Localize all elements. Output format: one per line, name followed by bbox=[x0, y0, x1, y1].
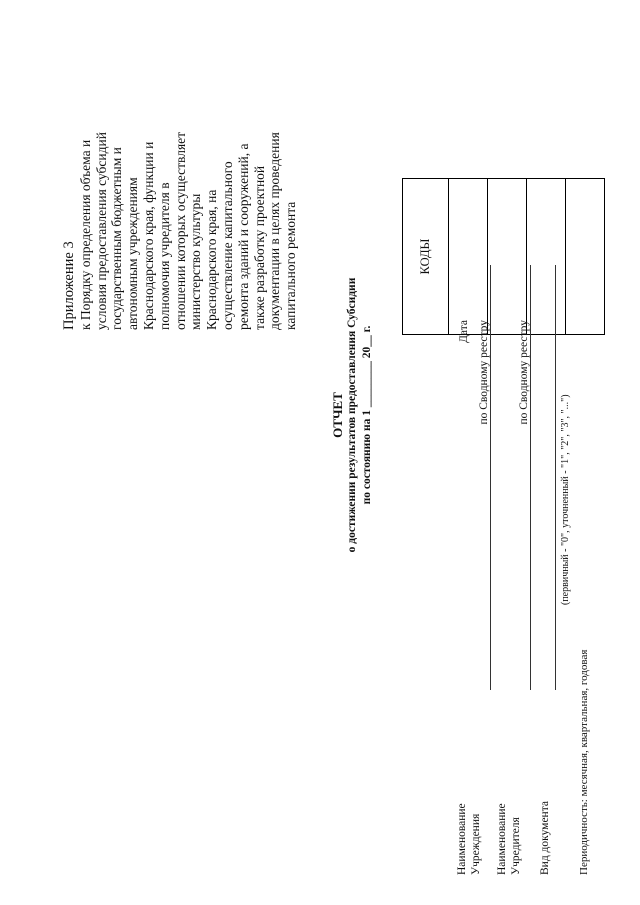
report-title bbox=[330, 205, 375, 625]
founder-label: Наименование Учредителя bbox=[496, 803, 522, 875]
codes-table bbox=[402, 178, 605, 335]
appendix-line: осуществление капитального bbox=[219, 161, 235, 330]
founder-underline[interactable] bbox=[530, 265, 531, 690]
code-cell-date[interactable] bbox=[449, 179, 488, 335]
report-subtitle: о достижении результатов предоставления Субсидии bbox=[346, 277, 358, 553]
doc-type-hint: (первичный - "0", уточненный - "1", "2", "3", "...") bbox=[560, 394, 571, 605]
institution-label: Наименование Учреждения bbox=[456, 803, 482, 875]
registry-code-label-2: по Сводному реестру bbox=[518, 320, 530, 425]
appendix-line: документации в целях проведения bbox=[267, 132, 283, 330]
appendix-line: полномочия учредителя в bbox=[156, 182, 172, 330]
report-title-main: ОТЧЕТ bbox=[330, 392, 345, 438]
appendix-line: условия предоставления субсидий bbox=[93, 132, 109, 330]
date-code-label: Дата bbox=[458, 320, 470, 343]
report-as-of: по состоянию на 1 ________ 20__ г. bbox=[361, 325, 373, 505]
appendix-line: к Порядку определения объема и bbox=[77, 139, 93, 330]
appendix-line: министерство культуры bbox=[188, 193, 204, 330]
code-cell-registry-2[interactable] bbox=[527, 179, 566, 335]
codes-header: КОДЫ bbox=[403, 179, 449, 335]
doc-type-underline[interactable] bbox=[555, 265, 556, 690]
doc-type-label: Вид документа bbox=[539, 801, 551, 875]
periodicity-label: Периодичность: месячная, квартальная, годовая bbox=[578, 649, 590, 875]
appendix-line: Краснодарского края, функции и bbox=[140, 141, 156, 330]
code-cell-doc-type[interactable] bbox=[566, 179, 605, 335]
appendix-line: государственным бюджетным и bbox=[109, 147, 125, 330]
appendix-line: Краснодарского края, на bbox=[204, 189, 220, 330]
appendix-line: ремонта зданий и сооружений, а bbox=[235, 143, 251, 330]
appendix-line: также разработку проектной bbox=[251, 165, 267, 330]
appendix-line: капитального ремонта bbox=[283, 201, 299, 330]
institution-underline[interactable] bbox=[490, 265, 491, 690]
appendix-line: автономным учреждениям bbox=[125, 177, 141, 330]
appendix-note bbox=[62, 10, 299, 330]
appendix-line: отношении которых осуществляет bbox=[172, 131, 188, 330]
appendix-line: Приложение 3 bbox=[61, 241, 77, 330]
registry-code-label-1: по Сводному реестру bbox=[478, 320, 490, 425]
code-cell-registry-1[interactable] bbox=[488, 179, 527, 335]
